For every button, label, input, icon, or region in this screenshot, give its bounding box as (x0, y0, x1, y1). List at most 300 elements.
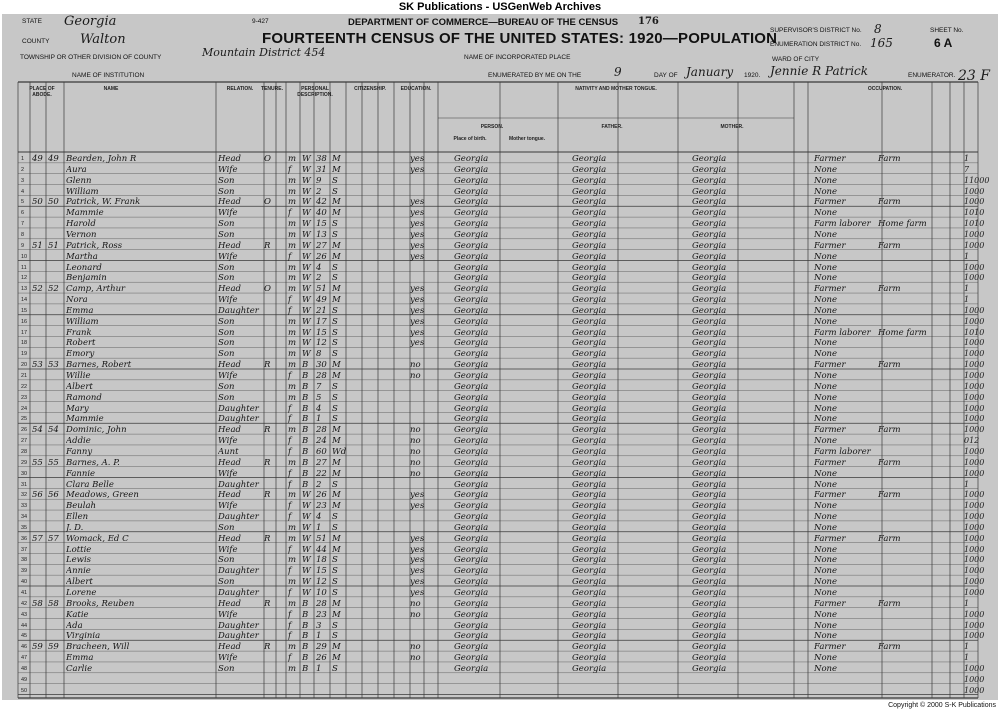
line-number: 13 (21, 286, 28, 293)
margin-code: 1000 (964, 403, 985, 413)
sex: m (288, 457, 297, 468)
birthplace: Georgia (454, 631, 489, 642)
family-number: 57 (48, 533, 59, 544)
line-number: 9 (21, 242, 25, 249)
sheet-value: 6 A (934, 36, 953, 50)
marital-status: S (332, 479, 338, 490)
relation: Wife (218, 468, 238, 479)
mother-birthplace: Georgia (692, 577, 727, 588)
person-name: Meadows, Green (66, 490, 139, 501)
mother-birthplace: Georgia (692, 436, 727, 447)
mother-birthplace: Georgia (692, 522, 727, 533)
tenure-owned: R (264, 533, 271, 544)
person-name: Patrick, W. Frank (66, 197, 141, 208)
line-number: 14 (21, 297, 28, 304)
line-number: 36 (21, 535, 28, 542)
dwelling-number: 56 (32, 490, 43, 501)
occupation: None (814, 229, 838, 240)
age: 9 (316, 175, 322, 186)
age: 31 (316, 164, 327, 175)
industry: Farm (878, 642, 901, 653)
birthplace: Georgia (454, 425, 489, 436)
mother-birthplace: Georgia (692, 327, 727, 338)
line-number: 11 (21, 264, 27, 271)
relation: Head (218, 642, 241, 653)
age: 21 (316, 305, 327, 316)
race: B (302, 631, 309, 642)
line-number: 4 (21, 188, 25, 195)
race: B (302, 425, 309, 436)
mother-birthplace: Georgia (692, 653, 727, 664)
line-number: 21 (21, 373, 28, 379)
sex: f (288, 653, 292, 664)
person-name: Camp, Arthur (66, 284, 126, 295)
relation: Son (218, 327, 235, 338)
can-read: yes (410, 338, 425, 349)
can-read: yes (410, 164, 425, 175)
tenure-owned: O (264, 154, 271, 164)
industry: Farm (878, 154, 901, 164)
occupation: None (814, 555, 838, 566)
marital-status: M (332, 240, 341, 251)
birthplace: Georgia (454, 208, 489, 219)
margin-code: 1000 (964, 338, 985, 348)
tenure-owned: R (264, 425, 271, 436)
footer (0, 700, 1000, 711)
birthplace: Georgia (454, 512, 489, 523)
birthplace: Georgia (454, 338, 489, 349)
tenure-owned: O (264, 284, 271, 295)
sex: m (288, 262, 297, 273)
margin-code: 1 (964, 154, 970, 163)
birthplace: Georgia (454, 620, 489, 631)
birthplace: Georgia (454, 197, 489, 208)
mother-birthplace: Georgia (692, 598, 727, 609)
county-label: COUNTY (22, 38, 50, 45)
can-read: yes (410, 240, 425, 251)
birthplace: Georgia (454, 555, 489, 566)
age: 38 (316, 154, 327, 164)
can-read: yes (410, 197, 425, 208)
sex: m (288, 327, 297, 338)
marital-status: S (332, 414, 338, 425)
occupation: Farmer (814, 533, 846, 544)
age: 15 (316, 327, 327, 338)
relation: Daughter (218, 403, 259, 414)
age: 49 (316, 295, 327, 306)
mother-birthplace: Georgia (692, 533, 727, 544)
birthplace: Georgia (454, 284, 489, 295)
margin-code: 1 (964, 251, 970, 261)
sex: f (288, 403, 292, 414)
occupation: Farmer (814, 360, 846, 371)
enumerator-label: ENUMERATOR. (908, 72, 956, 79)
father-birthplace: Georgia (572, 360, 607, 371)
occupation: Farm laborer (814, 446, 871, 457)
family-number: 59 (48, 642, 59, 653)
line-number: 49 (21, 676, 28, 683)
birthplace: Georgia (454, 501, 489, 512)
father-birthplace: Georgia (572, 620, 607, 631)
father-birthplace: Georgia (572, 371, 607, 381)
line-number: 37 (21, 546, 28, 553)
margin-code: 1000 (964, 577, 985, 587)
person-name: Willie (66, 371, 91, 381)
mother-birthplace: Georgia (692, 392, 727, 403)
birthplace: Georgia (454, 577, 489, 588)
sex: m (288, 381, 297, 392)
mother-birthplace: Georgia (692, 566, 727, 577)
industry: Farm (878, 598, 901, 609)
margin-code: 1000 (964, 663, 985, 673)
marital-status: S (332, 349, 338, 360)
marital-status: M (332, 436, 341, 447)
age: 8 (316, 349, 322, 360)
relation: Daughter (218, 631, 259, 642)
ed-value: 165 (870, 36, 893, 50)
line-number: 18 (21, 340, 28, 347)
father-birthplace: Georgia (572, 598, 607, 609)
mother-birthplace: Georgia (692, 609, 727, 620)
race: B (302, 457, 309, 468)
sex: f (288, 436, 292, 447)
person-name: Dominic, John (66, 425, 127, 436)
family-number: 54 (48, 425, 59, 436)
relation: Son (218, 555, 235, 566)
race: W (302, 197, 311, 208)
marital-status: M (332, 295, 341, 306)
margin-code: 1000 (964, 197, 985, 207)
relation: Wife (218, 208, 238, 219)
father-birthplace: Georgia (572, 186, 607, 197)
father-birthplace: Georgia (572, 240, 607, 251)
birthplace: Georgia (454, 295, 489, 306)
tenure-owned: R (264, 598, 271, 609)
relation: Son (218, 316, 235, 327)
race: W (302, 501, 311, 512)
birthplace: Georgia (454, 327, 489, 338)
sex: f (288, 620, 292, 631)
race: W (302, 316, 311, 327)
ward-label: WARD OF CITY (772, 56, 820, 63)
person-name: Emory (66, 349, 95, 360)
line-number: 24 (21, 405, 28, 412)
sex: f (288, 164, 292, 175)
header-father: FATHER. (601, 124, 623, 130)
birthplace: Georgia (454, 154, 489, 164)
occupation: None (814, 653, 838, 664)
line-number: 31 (21, 481, 28, 488)
sex: f (288, 295, 292, 306)
line-number: 26 (21, 427, 28, 434)
sex: m (288, 154, 297, 164)
relation: Wife (218, 436, 238, 447)
race: W (302, 490, 311, 501)
occupation: Farmer (814, 490, 846, 501)
relation: Son (218, 381, 235, 392)
enumerator-name: Jennie R Patrick (770, 64, 869, 78)
father-birthplace: Georgia (572, 468, 607, 479)
sex: f (288, 631, 292, 642)
race: W (302, 186, 311, 197)
birthplace: Georgia (454, 436, 489, 447)
margin-code: 1000 (964, 609, 985, 619)
census-year: 1920. (744, 72, 761, 79)
birthplace: Georgia (454, 316, 489, 327)
line-number: 16 (21, 318, 28, 325)
race: W (302, 175, 311, 186)
race: W (302, 544, 311, 555)
father-birthplace: Georgia (572, 425, 607, 436)
can-read: yes (410, 295, 425, 306)
occupation: None (814, 566, 838, 577)
person-name: Mammie (66, 208, 104, 219)
sex: m (288, 219, 297, 230)
margin-code: 1000 (964, 360, 985, 370)
industry: Farm (878, 240, 901, 251)
margin-code: 1000 (964, 305, 985, 315)
margin-code: 1000 (964, 229, 985, 239)
marital-status: M (332, 598, 341, 609)
age: 28 (316, 371, 327, 381)
race: W (302, 251, 311, 262)
birthplace: Georgia (454, 533, 489, 544)
sex: m (288, 186, 297, 197)
relation: Son (218, 273, 235, 284)
line-number: 33 (21, 503, 28, 510)
relation: Son (218, 338, 235, 349)
mother-birthplace: Georgia (692, 631, 727, 642)
township-value: Mountain District 454 (202, 46, 326, 59)
person-name: Katie (66, 609, 89, 620)
sex: m (288, 273, 297, 284)
line-number: 45 (21, 633, 28, 640)
margin-code: 1000 (964, 685, 985, 695)
father-birthplace: Georgia (572, 229, 607, 240)
margin-code: 1000 (964, 490, 985, 500)
sex: m (288, 598, 297, 609)
marital-status: M (332, 468, 341, 479)
age: 28 (316, 598, 327, 609)
person-name: Clara Belle (66, 479, 114, 490)
occupation: None (814, 338, 838, 349)
family-number: 58 (48, 598, 59, 609)
can-read: yes (410, 544, 425, 555)
age: 1 (316, 414, 322, 425)
sex: f (288, 544, 292, 555)
birthplace: Georgia (454, 468, 489, 479)
mother-birthplace: Georgia (692, 381, 727, 392)
occupation: None (814, 577, 838, 588)
father-birthplace: Georgia (572, 446, 607, 457)
sex: f (288, 371, 292, 381)
header-nativity: NATIVITY AND MOTHER TONGUE. (575, 86, 657, 92)
margin-code: 1000 (964, 186, 985, 196)
occupation: None (814, 631, 838, 642)
father-birthplace: Georgia (572, 338, 607, 349)
relation: Aunt (218, 446, 239, 457)
sex: f (288, 414, 292, 425)
relation: Head (218, 598, 241, 609)
line-number: 32 (21, 492, 28, 499)
line-number: 29 (21, 459, 28, 466)
father-birthplace: Georgia (572, 219, 607, 230)
marital-status: S (332, 219, 338, 230)
occupation: Farmer (814, 197, 846, 208)
mother-birthplace: Georgia (692, 403, 727, 414)
tenure-owned: R (264, 240, 271, 251)
dwelling-number: 53 (32, 360, 43, 371)
mother-birthplace: Georgia (692, 512, 727, 523)
person-name: Albert (66, 381, 93, 392)
race: W (302, 219, 311, 230)
race: B (302, 436, 309, 447)
birthplace: Georgia (454, 240, 489, 251)
line-number: 47 (21, 655, 28, 662)
industry: Farm (878, 425, 901, 436)
can-read: yes (410, 219, 425, 230)
relation: Son (218, 262, 235, 273)
line-number: 7 (21, 221, 25, 228)
father-birthplace: Georgia (572, 305, 607, 316)
industry: Farm (878, 533, 901, 544)
mother-birthplace: Georgia (692, 360, 727, 371)
township-label: TOWNSHIP OR OTHER DIVISION OF COUNTY (20, 54, 162, 61)
father-birthplace: Georgia (572, 577, 607, 588)
age: 22 (316, 468, 327, 479)
relation: Head (218, 197, 241, 208)
father-birthplace: Georgia (572, 262, 607, 273)
marital-status: S (332, 229, 338, 240)
sex: f (288, 609, 292, 620)
line-number: 28 (21, 448, 28, 455)
person-name: Virginia (66, 631, 101, 642)
occupation: None (814, 468, 838, 479)
person-name: Fannie (66, 468, 96, 479)
margin-code: 1010 (964, 219, 985, 229)
department-title: DEPARTMENT OF COMMERCE—BUREAU OF THE CENSUS (348, 17, 619, 28)
birthplace: Georgia (454, 663, 489, 674)
person-name: Robert (66, 338, 96, 349)
tenure-owned: R (264, 642, 271, 653)
age: 24 (316, 436, 327, 447)
father-birthplace: Georgia (572, 414, 607, 425)
line-number: 34 (21, 514, 28, 521)
marital-status: S (332, 555, 338, 566)
marital-status: S (332, 577, 338, 588)
relation: Head (218, 240, 241, 251)
relation: Daughter (218, 512, 259, 523)
age: 51 (316, 533, 327, 544)
person-name: Aura (66, 164, 87, 175)
father-birthplace: Georgia (572, 490, 607, 501)
margin-code: 1000 (964, 446, 985, 456)
person-name: Fanny (66, 446, 93, 457)
occupation: Farm laborer (814, 327, 871, 338)
mother-birthplace: Georgia (692, 338, 727, 349)
person-name: Annie (66, 566, 91, 577)
occupation: None (814, 305, 838, 316)
mother-birthplace: Georgia (692, 219, 727, 230)
can-read: yes (410, 327, 425, 338)
mother-birthplace: Georgia (692, 468, 727, 479)
birthplace: Georgia (454, 175, 489, 186)
relation: Wife (218, 501, 238, 512)
age: 29 (316, 642, 327, 653)
marital-status: S (332, 620, 338, 631)
birthplace: Georgia (454, 186, 489, 197)
age: 42 (316, 197, 327, 208)
father-birthplace: Georgia (572, 295, 607, 306)
relation: Wife (218, 164, 238, 175)
father-birthplace: Georgia (572, 642, 607, 653)
line-number: 3 (21, 177, 25, 184)
race: W (302, 164, 311, 175)
father-birthplace: Georgia (572, 653, 607, 664)
father-birthplace: Georgia (572, 555, 607, 566)
line-number: 43 (21, 611, 28, 618)
can-read: no (410, 609, 421, 620)
father-birthplace: Georgia (572, 208, 607, 219)
person-name: Frank (66, 327, 92, 338)
mother-birthplace: Georgia (692, 154, 727, 164)
age: 44 (316, 544, 327, 555)
margin-code: 1 (964, 479, 970, 489)
race: W (302, 327, 311, 338)
race: B (302, 446, 309, 457)
age: 13 (316, 229, 327, 240)
line-number: 38 (21, 557, 28, 564)
can-read: yes (410, 566, 425, 577)
age: 2 (316, 479, 322, 490)
occupation: None (814, 620, 838, 631)
mother-birthplace: Georgia (692, 197, 727, 208)
mother-birthplace: Georgia (692, 164, 727, 175)
tenure-owned: O (264, 197, 271, 208)
birthplace: Georgia (454, 219, 489, 230)
line-number: 44 (21, 622, 28, 629)
sex: f (288, 208, 292, 219)
sex: m (288, 392, 297, 403)
occupation: None (814, 544, 838, 555)
can-read: no (410, 360, 421, 371)
birthplace: Georgia (454, 403, 489, 414)
person-name: Leonard (66, 262, 102, 273)
occupation: None (814, 436, 838, 447)
line-number: 46 (21, 644, 28, 651)
father-birthplace: Georgia (572, 588, 607, 598)
race: B (302, 598, 309, 609)
mother-birthplace: Georgia (692, 588, 727, 598)
race: B (302, 371, 309, 381)
occupation: None (814, 273, 838, 284)
father-birthplace: Georgia (572, 609, 607, 620)
race: W (302, 522, 311, 533)
occupation: Farm laborer (814, 219, 871, 230)
relation: Wife (218, 544, 238, 555)
line-number: 8 (21, 231, 25, 238)
line-number: 15 (21, 307, 28, 314)
line-number: 41 (21, 590, 28, 596)
age: 4 (316, 262, 322, 273)
can-read: yes (410, 555, 425, 566)
age: 4 (316, 512, 322, 523)
day-of-label: DAY OF (654, 72, 678, 79)
line-number: 20 (21, 362, 28, 369)
margin-code: 012 (964, 436, 980, 446)
race: W (302, 588, 311, 598)
relation: Daughter (218, 479, 259, 490)
